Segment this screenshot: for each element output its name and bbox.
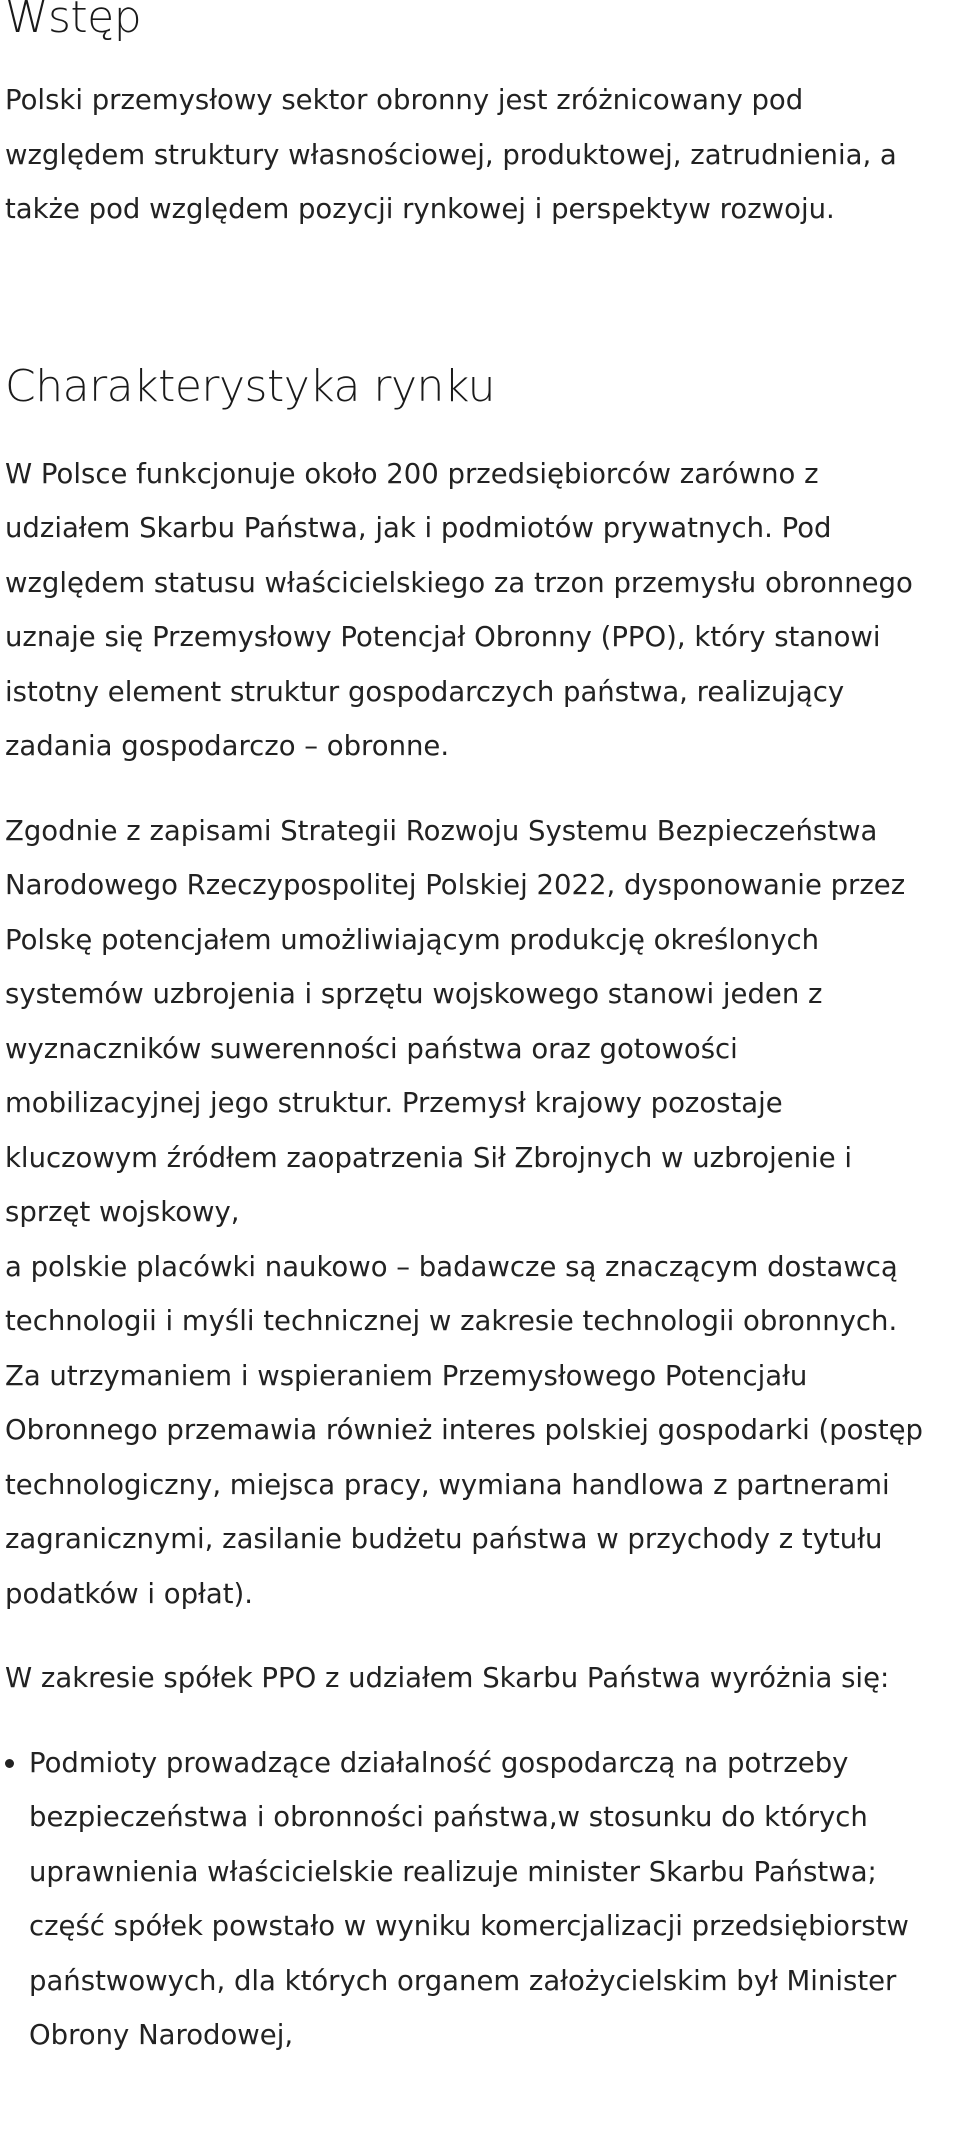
ppo-list (5, 1736, 940, 2063)
market-paragraph-1: W Polsce funkcjonuje około 200 przedsiębiorców zarówno z udziałem Skarbu Państwa, jak i podmiotów prywatnych. Pod względem statusu właścicielskiego za trzon przemysłu obronnego uznaje się Przemysłowy Potencjał Obronny (PPO), który stanowi istotny element struktur gospodarczych państwa, realizujący zadania gospodarczo – obronne. (5, 457, 913, 762)
section-title-intro: Wstęp (5, 0, 142, 43)
intro-paragraph: Polski przemysłowy sektor obronny jest zróżnicowany pod względem struktury własnościowej, produktowej, zatrudnienia, a także pod względem pozycji rynkowej i perspektyw rozwoju. (5, 84, 897, 225)
bullet-icon (5, 1759, 14, 1768)
market-paragraph-2-part-2: a polskie placówki naukowo – badawcze są znaczącym dostawcą technologii i myśli technicznej w zakresie technologii obronnych. Za utrzymaniem i wspieraniem Przemysłowego Potencjału Obronnego przemawia również interes polskiej gospodarki (postęp technologiczny, miejsca pracy, wymiana handlowa z partnerami zagranicznymi, zasilanie budżetu państwa w przychody z tytułu podatków i opłat). (5, 1250, 923, 1610)
ppo-intro-paragraph: W zakresie spółek PPO z udziałem Skarbu Państwa wyróżnia się: (5, 1662, 890, 1694)
list-item (5, 1736, 940, 2063)
market-paragraph-2 (5, 804, 940, 1622)
market-paragraph-2-part-1: Zgodnie z zapisami Strategii Rozwoju Systemu Bezpieczeństwa Narodowego Rzeczypospolitej Polskiej 2022, dysponowanie przez Polskę potencjałem umożliwiającym produkcję określonych systemów uzbrojenia i sprzętu wojskowego stanowi jeden z wyznaczników suwerenności państwa oraz gotowości mobilizacyjnej jego struktur. Przemysł krajowy pozostaje kluczowym źródłem zaopatrzenia Sił Zbrojnych w uzbrojenie i sprzęt wojskowy, (5, 814, 906, 1228)
list-item-text: Podmioty prowadzące działalność gospodarczą na potrzeby bezpieczeństwa i obronności państwa,w stosunku do których uprawnienia właścicielskie realizuje minister Skarbu Państwa; część spółek powstało w wyniku komercjalizacji przedsiębiorstw państwowych, dla których organem założycielskim był Minister Obrony Narodowej, (29, 1746, 909, 2051)
section-title-market: Charakterystyka rynku (5, 360, 495, 412)
